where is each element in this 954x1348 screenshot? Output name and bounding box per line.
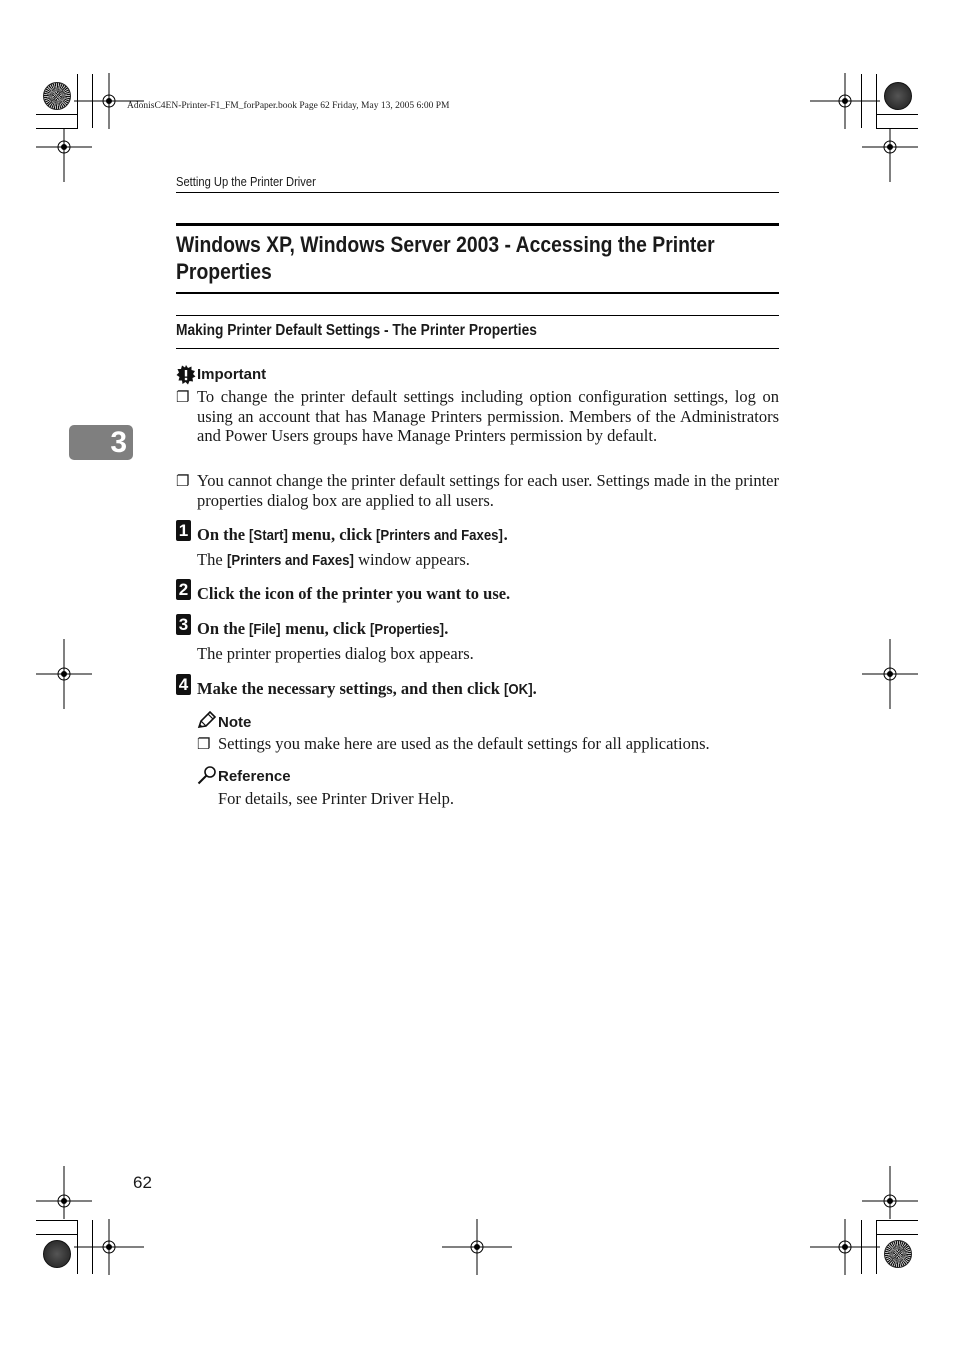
title-rule-top xyxy=(176,223,779,226)
chapter-number: 3 xyxy=(110,426,127,459)
step-1-instruction: On the [Start] menu, click [Printers and Faxes]. xyxy=(197,525,508,544)
ui-label-file: [File] xyxy=(249,621,281,638)
note-item: Settings you make here are used as the default settings for all applications. xyxy=(218,734,710,753)
step-2-instruction: Click the icon of the printer you want to use. xyxy=(197,584,511,603)
ui-label-properties: [Properties] xyxy=(370,621,445,638)
section-subheading: Making Printer Default Settings - The Printer Properties xyxy=(176,322,537,339)
ui-label-printers-and-faxes-result: [Printers and Faxes] xyxy=(226,552,354,569)
step-number: 4 xyxy=(176,674,191,695)
title-rule-bottom xyxy=(176,292,779,294)
checkbox-glyph: ❐ xyxy=(176,388,190,406)
pencil-icon xyxy=(197,711,217,729)
ui-label-start: [Start] xyxy=(249,527,289,544)
important-item-1: To change the printer default settings including option configuration settings, log on using an account that has Manage Printers permission. Members of the Administrators and Power Users groups have Manage Printers permission by default. xyxy=(197,387,779,445)
ui-label-ok: [OK] xyxy=(504,681,533,698)
step-1-result: The [Printers and Faxes] window appears. xyxy=(197,550,470,569)
running-head: Setting Up the Printer Driver xyxy=(176,174,316,189)
step-number: 2 xyxy=(176,579,191,600)
reference-text: For details, see Printer Driver Help. xyxy=(218,789,454,808)
important-item-2: You cannot change the printer default settings for each user. Settings made in the printer properties dialog box are applied to all users. xyxy=(197,471,779,510)
step-number: 3 xyxy=(176,614,191,635)
ui-label-printers-and-faxes: [Printers and Faxes] xyxy=(376,527,504,544)
step-4-instruction: Make the necessary settings, and then click [OK]. xyxy=(197,679,537,698)
step-3-instruction: On the [File] menu, click [Properties]. xyxy=(197,619,449,638)
checkbox-glyph: ❐ xyxy=(176,472,190,490)
running-head-rule xyxy=(176,192,779,193)
subheading-rule-top xyxy=(176,315,779,316)
page-number: 62 xyxy=(133,1173,152,1192)
checkbox-glyph: ❐ xyxy=(197,735,211,753)
step-number: 1 xyxy=(176,520,191,541)
page-title: Windows XP, Windows Server 2003 - Accessing the Printer Properties xyxy=(176,232,715,284)
important-icon xyxy=(176,365,196,385)
subheading-rule-bottom xyxy=(176,348,779,349)
file-header: AdonisC4EN-Printer-F1_FM_forPaper.book Page 62 Friday, May 13, 2005 6:00 PM xyxy=(127,101,450,111)
chapter-tab xyxy=(69,425,133,460)
magnifier-icon xyxy=(197,765,217,785)
step-3-result: The printer properties dialog box appears. xyxy=(197,644,474,663)
